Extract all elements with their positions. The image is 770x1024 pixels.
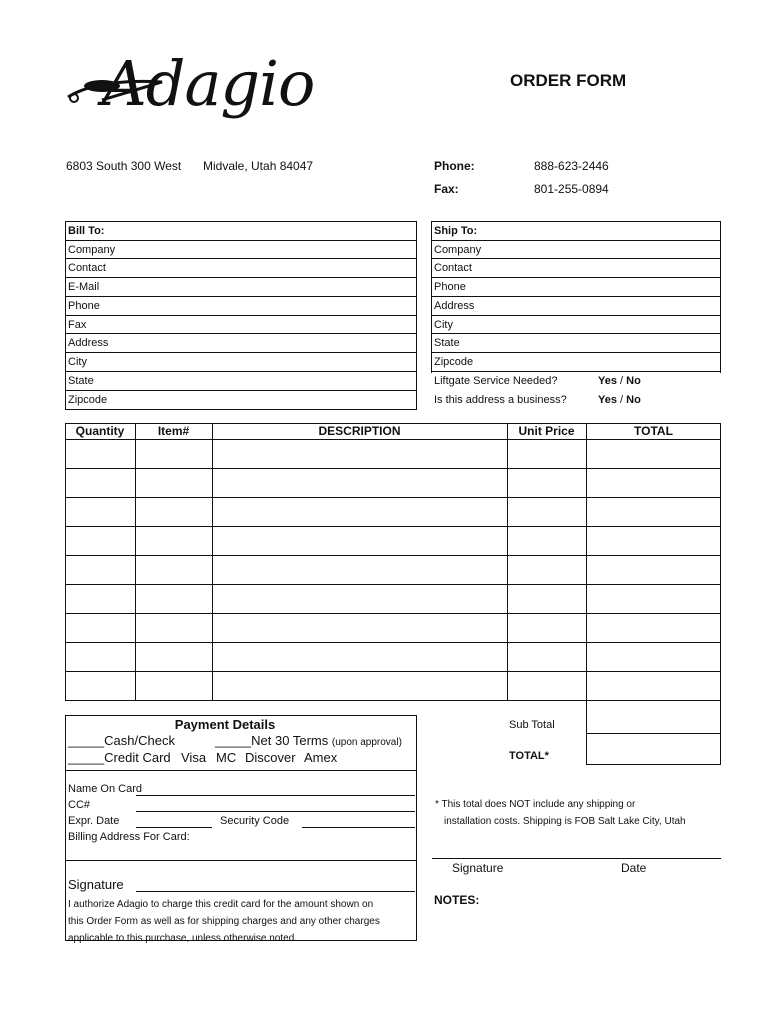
ship-to-field-contact[interactable]: Contact [434, 262, 472, 274]
bill-to-field-city[interactable]: City [68, 356, 87, 368]
adagio-logo [62, 42, 342, 142]
table-row[interactable] [66, 469, 720, 497]
credit-card-label: Credit Card [104, 750, 171, 765]
ship-to-field-phone[interactable]: Phone [434, 281, 466, 293]
address-street: 6803 South 300 West [66, 159, 182, 173]
authorization-line-1: I authorize Adagio to charge this credit card for the amount shown on [68, 899, 374, 910]
business-yes[interactable]: Yes [598, 394, 617, 406]
logo-wordmark: Adagio [102, 47, 315, 120]
cash-check-option[interactable] [68, 734, 175, 747]
card-type-visa[interactable]: Visa [181, 750, 207, 765]
notes-label: NOTES: [434, 893, 480, 907]
bill-to-field-state[interactable]: State [68, 375, 94, 387]
bill-to-divider [65, 390, 417, 391]
bill-to-field-fax[interactable]: Fax [68, 319, 87, 331]
bill-to-divider [65, 258, 417, 259]
net30-note: (upon approval) [331, 737, 402, 748]
payment-signature-field[interactable] [136, 891, 415, 892]
ship-to-divider [431, 240, 721, 241]
ship-to-field-address[interactable]: Address [434, 300, 475, 312]
table-row[interactable] [66, 527, 720, 555]
column-unit-price: Unit Price [518, 424, 575, 438]
bill-to-divider [65, 333, 417, 334]
fax-value: 801-255-0894 [534, 182, 609, 196]
table-row[interactable] [66, 556, 720, 584]
address-city: Midvale, Utah 84047 [203, 159, 314, 173]
card-type-amex[interactable]: Amex [304, 750, 338, 765]
business-label: Is this address a business? [434, 394, 567, 406]
sub-total-label: Sub Total [509, 719, 555, 731]
net30-label: Net 30 Terms [251, 733, 329, 748]
security-code-field[interactable] [302, 827, 415, 828]
authorization-line-3: applicable to this purchase, unless otherwise noted. [68, 933, 298, 944]
bill-to-field-address[interactable]: Address [68, 337, 109, 349]
liftgate-no[interactable]: No [626, 375, 641, 387]
net30-option[interactable] [215, 734, 402, 749]
ship-to-divider [431, 352, 721, 353]
bill-to-divider [65, 277, 417, 278]
bill-to-heading: Bill To: [68, 225, 105, 237]
total-label: TOTAL* [509, 750, 549, 762]
total-note-line-2: installation costs. Shipping is FOB Salt Lake City, Utah [444, 816, 686, 827]
credit-card-option[interactable] [68, 751, 171, 764]
authorization-text [68, 896, 380, 947]
net30-blank: _____ [215, 733, 252, 748]
security-code-label: Security Code [220, 815, 290, 827]
ship-to-field-company[interactable]: Company [434, 244, 482, 256]
expr-date-label: Expr. Date [68, 815, 120, 827]
credit-card-blank: _____ [68, 750, 105, 765]
total-value[interactable] [588, 735, 719, 763]
ship-to-divider [431, 258, 721, 259]
ship-to-divider [431, 296, 721, 297]
ship-to-divider [431, 315, 721, 316]
table-row[interactable] [66, 614, 720, 642]
fax-label: Fax: [434, 182, 459, 196]
liftgate-options [598, 376, 641, 387]
cash-check-label: Cash/Check [104, 733, 175, 748]
table-row[interactable] [66, 498, 720, 526]
authorization-line-2: this Order Form as well as for shipping charges and any other charges [68, 916, 380, 927]
payment-heading: Payment Details [174, 717, 276, 732]
bill-to-divider [65, 296, 417, 297]
sub-total-value[interactable] [588, 702, 719, 732]
liftgate-yes[interactable]: Yes [598, 375, 617, 387]
order-signature-label: Signature [452, 861, 504, 875]
table-row[interactable] [66, 440, 720, 468]
phone-label: Phone: [434, 159, 475, 173]
table-row[interactable] [66, 585, 720, 613]
table-row[interactable] [66, 643, 720, 671]
bill-to-divider [65, 371, 417, 372]
bill-to-field-zipcode[interactable]: Zipcode [68, 394, 108, 406]
bill-to-divider [65, 352, 417, 353]
column-description: DESCRIPTION [318, 424, 401, 438]
bill-to-field-phone[interactable]: Phone [68, 300, 100, 312]
business-separator: / [620, 394, 624, 406]
ship-to-divider [431, 333, 721, 334]
billing-address-label: Billing Address For Card: [68, 831, 190, 843]
business-options [598, 395, 641, 406]
ship-to-field-zipcode[interactable]: Zipcode [434, 356, 474, 368]
card-type-mc[interactable]: MC [216, 750, 237, 765]
order-date-label: Date [621, 861, 647, 875]
ship-to-heading: Ship To: [434, 225, 478, 237]
ship-to-divider [431, 371, 721, 372]
cc-number-field[interactable] [136, 811, 415, 812]
table-row[interactable] [66, 672, 720, 700]
bill-to-field-email[interactable]: E-Mail [68, 281, 100, 293]
phone-value: 888-623-2446 [534, 159, 609, 173]
bill-to-field-company[interactable]: Company [68, 244, 116, 256]
liftgate-separator: / [620, 375, 624, 387]
ship-to-field-city[interactable]: City [434, 319, 453, 331]
bill-to-field-contact[interactable]: Contact [68, 262, 106, 274]
cc-number-label: CC# [68, 799, 91, 811]
column-item-number: Item# [157, 424, 190, 438]
cash-check-blank: _____ [68, 733, 105, 748]
ship-to-divider [431, 277, 721, 278]
order-signature-field[interactable] [432, 858, 721, 859]
bill-to-divider [65, 240, 417, 241]
total-note-line-1: * This total does NOT include any shipping or [435, 799, 636, 810]
liftgate-label: Liftgate Service Needed? [434, 375, 558, 387]
page-title: ORDER FORM [510, 71, 627, 90]
card-type-discover[interactable]: Discover [245, 750, 296, 765]
payment-signature-label: Signature [68, 877, 124, 892]
expr-date-field[interactable] [136, 827, 212, 828]
name-on-card-field[interactable] [136, 795, 415, 796]
ship-to-field-state[interactable]: State [434, 337, 460, 349]
column-total: TOTAL [634, 424, 673, 438]
business-no[interactable]: No [626, 394, 641, 406]
name-on-card-label: Name On Card [68, 783, 142, 795]
column-quantity: Quantity [75, 424, 125, 438]
bill-to-divider [65, 315, 417, 316]
